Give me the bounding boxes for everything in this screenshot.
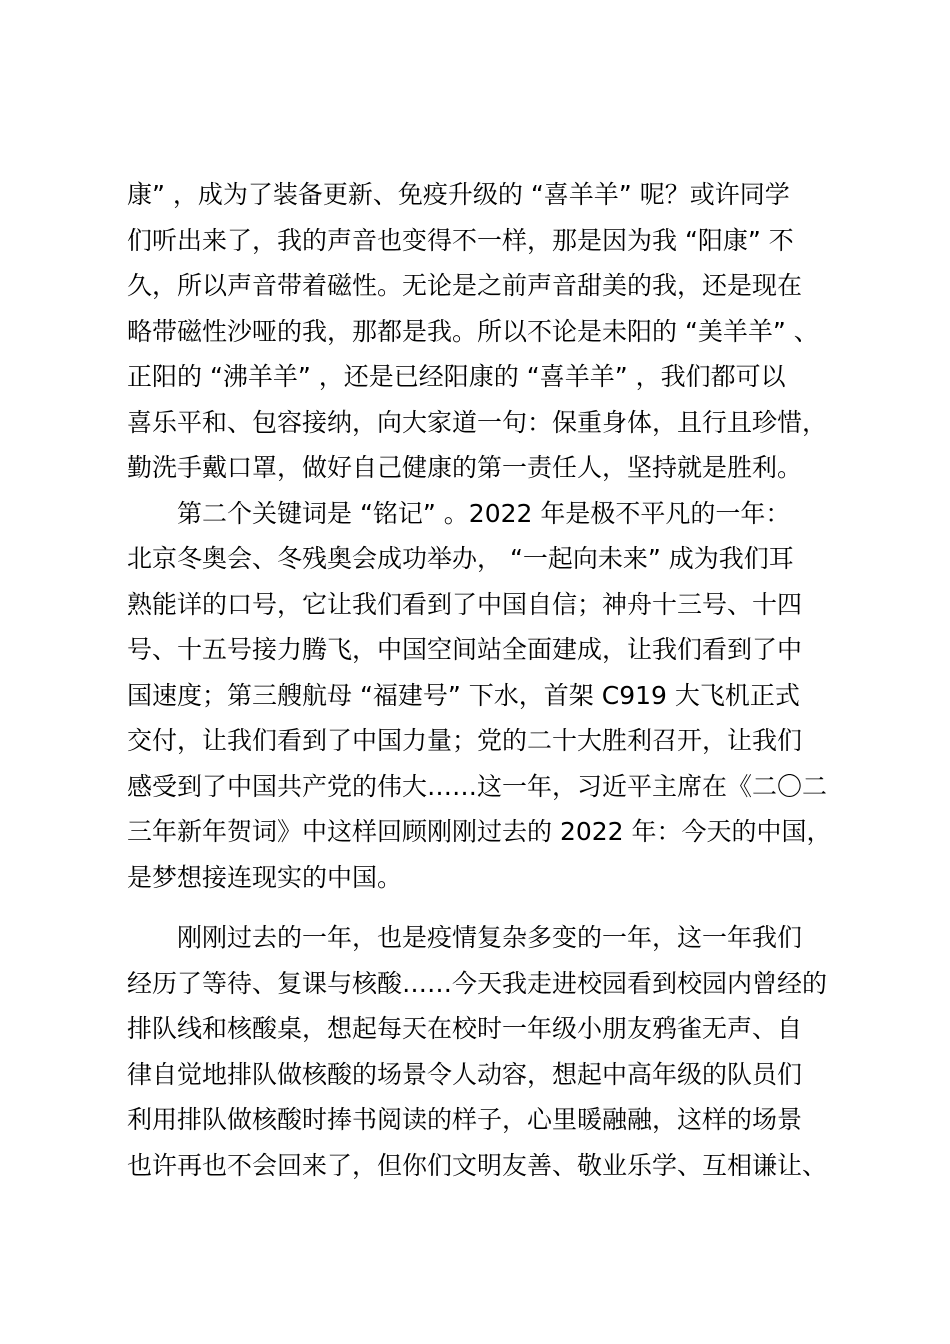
text-line: 感受到了中国共产党的伟大……这一年，习近平主席在《二〇二: [127, 771, 828, 801]
text-line: 们听出来了，我的声音也变得不一样，那是因为我 “阳康” 不: [127, 225, 794, 255]
text-line: 喜乐平和、包容接纳，向大家道一句：保重身体，且行且珍惜，: [127, 407, 828, 437]
text-line: 康” ，成为了装备更新、免疫升级的 “喜羊羊” 呢？或许同学: [127, 180, 790, 209]
text-line: 北京冬奥会、冬残奥会成功举办， “一起向未来” 成为我们耳: [127, 544, 794, 573]
text-line: 第二个关键词是 “铭记” 。2022 年是极不平凡的一年：: [127, 498, 791, 528]
text-line: 三年新年贺词》中这样回顾刚刚过去的 2022 年：今天的中国，: [127, 817, 832, 846]
paragraph: [127, 491, 847, 901]
text-line: 熟能详的口号，它让我们看到了中国自信；神舟十三号、十四: [127, 589, 803, 619]
text-line: 正阳的 “沸羊羊” ，还是已经阳康的 “喜羊羊” ，我们都可以: [127, 362, 786, 391]
text-line: 号、十五号接力腾飞，中国空间站全面建成，让我们看到了中: [127, 635, 803, 664]
text-line: 利用排队做核酸时捧书阅读的样子，心里暖融融，这样的场景: [127, 1105, 803, 1134]
text-line: 律自觉地排队做核酸的场景令人动容，想起中高年级的队员们: [127, 1059, 803, 1089]
paragraph: [127, 915, 847, 1188]
text-line: 勤洗手戴口罩，做好自己健康的第一责任人，坚持就是胜利。: [127, 453, 803, 482]
text-line: 国速度；第三艘航母 “福建号” 下水，首架 C919 大飞机正式: [127, 680, 800, 710]
text-line: 排队线和核酸桌，想起每天在校时一年级小朋友鸦雀无声、自: [127, 1014, 803, 1043]
text-line: 交付，让我们看到了中国力量；党的二十大胜利召开，让我们: [127, 726, 803, 755]
paragraph-spacer: [127, 900, 847, 915]
body-text: [127, 172, 847, 1188]
text-line: 也许再也不会回来了，但你们文明友善、敬业乐学、互相谦让、: [127, 1150, 828, 1180]
text-line: 刚刚过去的一年，也是疫情复杂多变的一年，这一年我们: [127, 923, 803, 952]
text-line: 略带磁性沙哑的我，那都是我。所以不论是未阳的 “美羊羊” 、: [127, 316, 819, 346]
text-line: 是梦想接连现实的中国。: [127, 862, 403, 892]
paragraph: [127, 172, 847, 491]
text-line: 久，所以声音带着磁性。无论是之前声音甜美的我，还是现在: [127, 271, 803, 300]
text-line: 经历了等待、复课与核酸……今天我走进校园看到校园内曾经的: [127, 968, 828, 998]
